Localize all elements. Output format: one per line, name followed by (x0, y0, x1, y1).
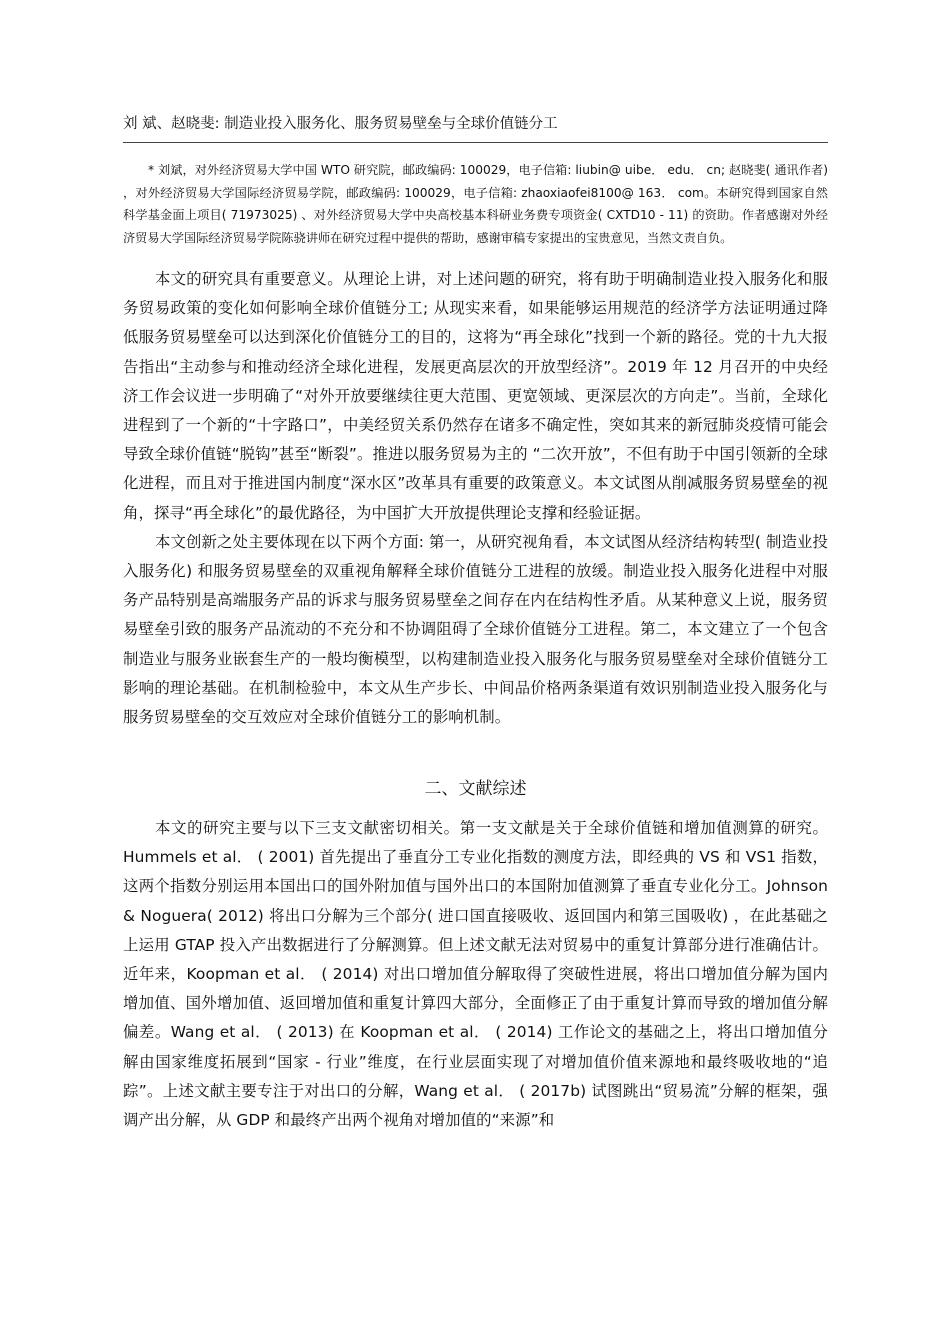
paragraph-literature: 本文的研究主要与以下三支文献密切相关。第一支文献是关于全球价值链和增加值测算的研究。Hummels et al． ( 2001) 首先提出了垂直分工专业化指数的测度方法，即经典的 VS 和 VS1 指数，这两个指数分别运用本国出口的国外附加值与国外出口的本国附加值测算了垂直专业化分工。Johnson & Noguera( 2012) 将出口分解为三个部分( 进口国直接吸收、返回国内和第三国吸收) ，在此基础之上运用 GTAP 投入产出数据进行了分解测算。但上述文献无法对贸易中的重复计算部分进行准确估计。近年来，Koopman et al． ( 2014) 对出口增加值分解取得了突破性进展，将出口增加值分解为国内增加值、国外增加值、返回增加值和重复计算四大部分，全面修正了由于重复计算而导致的增加值分解偏差。Wang et al． ( 2013) 在 Koopman et al． ( 2014) 工作论文的基础之上，将出口增加值分解由国家维度拓展到“国家 - 行业”维度，在行业层面实现了对增加值价值来源地和最终吸收地的“追踪”。上述文献主要专注于对出口的分解，Wang et al． ( 2017b) 试图跳出“贸易流”分解的框架，强调产出分解，从 GDP 和最终产出两个视角对增加值的“来源”和 (123, 819, 828, 1130)
literature-body (123, 814, 828, 1135)
author-footnote: * 刘斌，对外经济贸易大学中国 WTO 研究院，邮政编码: 100029，电子信箱: liubin@ uibe． edu． cn; 赵晓斐( 通讯作者) ，对外经济贸易大学国际经济贸易学院，邮政编码: 100029，电子信箱: zhaoxiaofei8100@ 163． com。本研究得到国家自然科学基金面上项目( 71973025) 、对外经济贸易大学中央高校基本科研业务费专项资金( CXTD10 - 11) 的资助。作者感谢对外经济贸易大学国际经济贸易学院陈骁讲师在研究过程中提供的帮助，感谢审稿专家提出的宝贵意见，当然文责自负。 (123, 163, 828, 245)
paragraph-innovation: 本文创新之处主要体现在以下两个方面: 第一，从研究视角看，本文试图从经济结构转型( 制造业投入服务化) 和服务贸易壁垒的双重视角解释全球价值链分工进程的放缓。制造业投入服务化进程中对服务产品特别是高端服务产品的诉求与服务贸易壁垒之间存在内在结构性矛盾。从某种意义上说，服务贸易壁垒引致的服务产品流动的不充分和不协调阻碍了全球价值链分工进程。第二，本文建立了一个包含制造业与服务业嵌套生产的一般均衡模型，以构建制造业投入服务化与服务贸易壁垒对全球价值链分工影响的理论基础。在机制检验中，本文从生产步长、中间品价格两条渠道有效识别制造业投入服务化与服务贸易壁垒的交互效应对全球价值链分工的影响机制。 (123, 532, 828, 727)
header-rule (123, 142, 828, 143)
running-header: 刘 斌、赵晓斐: 制造业投入服务化、服务贸易壁垒与全球价值链分工 (123, 116, 558, 132)
intro-body (123, 265, 828, 732)
paragraph-significance: 本文的研究具有重要意义。从理论上讲，对上述问题的研究，将有助于明确制造业投入服务化和服务贸易政策的变化如何影响全球价值链分工; 从现实来看，如果能够运用规范的经济学方法证明通过降低服务贸易壁垒可以达到深化价值链分工的目的，这将为“再全球化”找到一个新的路径。党的十九大报告指出“主动参与和推动经济全球化进程，发展更高层次的开放型经济”。2019 年 12 月召开的中央经济工作会议进一步明确了“对外开放要继续往更大范围、更宽领域、更深层次的方向走”。当前，全球化进程到了一个新的“十字路口”，中美经贸关系仍然存在诸多不确定性，突如其来的新冠肺炎疫情可能会导致全球价值链“脱钩”甚至“断裂”。推进以服务贸易为主的 “二次开放”，不但有助于中国引领新的全球化进程，而且对于推进国内制度“深水区”改革具有重要的政策意义。本文试图从削减服务贸易壁垒的视角，探寻“再全球化”的最优路径，为中国扩大开放提供理论支撑和经验证据。 (123, 270, 828, 522)
section-heading-literature-review: 二、文献综述 (424, 779, 527, 799)
